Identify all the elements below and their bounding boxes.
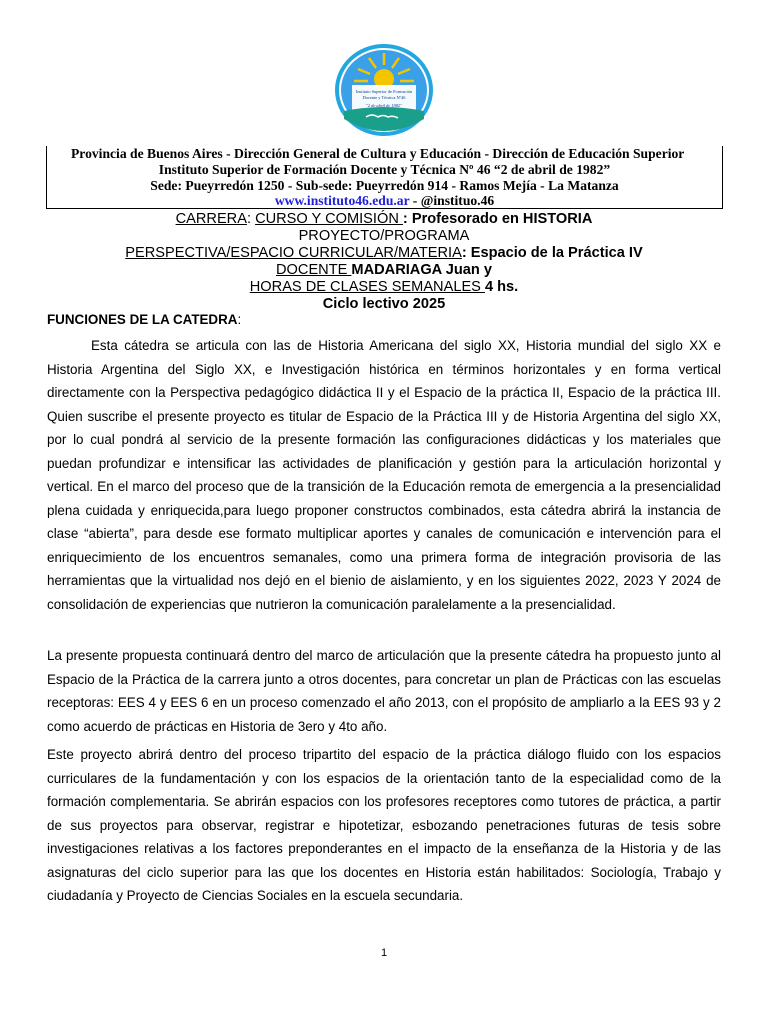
header-line-address: Sede: Pueyrredón 1250 - Sub-sede: Pueyrredón 914 - Ramos Mejía - La Matanza	[150, 177, 619, 193]
institute-logo	[334, 43, 434, 137]
curso-label: CURSO Y COMISIÓN	[255, 211, 403, 227]
paragraph-1	[47, 334, 721, 616]
horas-line	[0, 279, 768, 295]
header-line-institute: Instituto Superior de Formación Docente y Técnica Nº 46 “2 de abril de 1982”	[158, 161, 611, 177]
carrera-label: CARRERA	[175, 211, 247, 227]
contact-separator: -	[409, 193, 421, 209]
proyecto-line	[0, 228, 768, 244]
carrera-line	[0, 211, 768, 227]
header-line-province: Provincia de Buenos Aires - Dirección General de Cultura y Educación - Dirección de Educación Superior	[71, 146, 685, 161]
section-title-colon: :	[237, 312, 242, 327]
website-link[interactable]: www.instituto46.edu.ar	[274, 193, 410, 209]
svg-text:Docente y Técnica Nº46: Docente y Técnica Nº46	[362, 95, 406, 100]
perspectiva-label: PERSPECTIVA/ESPACIO CURRICULAR/MATERIA	[125, 245, 462, 261]
paragraph-3	[47, 743, 721, 908]
docente-label: DOCENTE	[276, 262, 352, 278]
logo-emblem	[334, 43, 434, 137]
carrera-colon: :	[246, 211, 256, 227]
institution-header	[46, 146, 723, 209]
header-line-contact	[47, 193, 722, 209]
paragraph-2-text: La presente propuesta continuará dentro del marco de articulación que la presente cátedra ha propuesto junto al Espacio de la Práctica de la carrera junto a otros docentes, para concretar un plan de Prácticas con las escuelas receptoras: EES 4 y EES 6 en un proceso comenzado el año 2013, con el propósito de ampliarlo a la EES 93 y 2 como acuerdo de prácticas en Historia de 3ero y 4to año.	[47, 648, 721, 734]
proyecto-label: PROYECTO/PROGRAMA	[298, 228, 470, 244]
paragraph-3-text: Este proyecto abrirá dentro del proceso tripartito del espacio de la práctica diálogo fluido con los espacios curriculares de la fundamentación y con los espacios de la orientación tanto de la especialidad como de la formación complementaria. Se abrirán espacios con los profesores receptores como tutores de práctica, a partir de sus proyectos para observar, registrar e hipotetizar, esbozando penetraciones futuras de tesis sobre investigaciones relativas a los factores preponderantes en el impacto de la enseñanza de la Historia y de las asignaturas del ciclo superior para las que los docentes en Historia están habilitados: Sociología, Trabajo y ciudadanía y Proyecto de Ciencias Sociales en la escuela secundaria.	[47, 747, 721, 903]
docente-line	[0, 262, 768, 278]
section-title-text: FUNCIONES DE LA CATEDRA	[47, 312, 238, 327]
ciclo-lectivo: Ciclo lectivo 2025	[322, 296, 446, 312]
page-number: 1	[380, 947, 388, 959]
social-handle: @instituo.46	[420, 193, 495, 209]
section-title	[47, 312, 241, 327]
carrera-value: : Profesorado en HISTORIA	[402, 211, 593, 227]
docente-value: MADARIAGA Juan y	[351, 262, 492, 278]
perspectiva-value: : Espacio de la Práctica IV	[461, 245, 643, 261]
paragraph-1-text: Esta cátedra se articula con las de Historia Americana del siglo XX, Historia mundial del siglo XX e Historia Argentina del Siglo XX, e Investigación histórica en términos horizontales y en forma vertical directamente con la Perspectiva pedagógico didáctica II y el Espacio de la práctica II, Espacio de la práctica III. Quien suscribe el presente proyecto es titular de Espacio de la Práctica III y de Historia Argentina del siglo XX, por lo cual pondrá al servicio de la presente formación las configuraciones didácticas y los materiales que puedan profundizar e intensificar las actividades de planificación y gestión para la articulación horizontal y vertical. En el marco del proceso que de la transición de la Educación remota de emergencia a la presencialidad plena cuidada y enriquecida,para luego proponer constructos combinados, esta cátedra abrirá la instancia de clase “abierta”, para desde ese formato multiplicar aportes y canales de comunicación e intervención para el enriquecimiento de los encuentros semanales, como una primera forma de integración provisoria de las herramientas que la virtualidad nos dejó en el bienio de aislamiento, y en los siguientes 2022, 2023 Y 2024 de consolidación de experiencias que nutrieron la comunicación paralelamente a la presencialidad.	[47, 338, 721, 612]
horas-value: 4 hs.	[484, 279, 519, 295]
svg-text:"2 de abril de 1982": "2 de abril de 1982"	[366, 103, 402, 108]
perspectiva-line	[0, 245, 768, 261]
svg-text:Instituto Superior de Formació: Instituto Superior de Formación	[355, 89, 413, 94]
paragraph-2	[47, 644, 721, 738]
horas-label: HORAS DE CLASES SEMANALES	[249, 279, 485, 295]
